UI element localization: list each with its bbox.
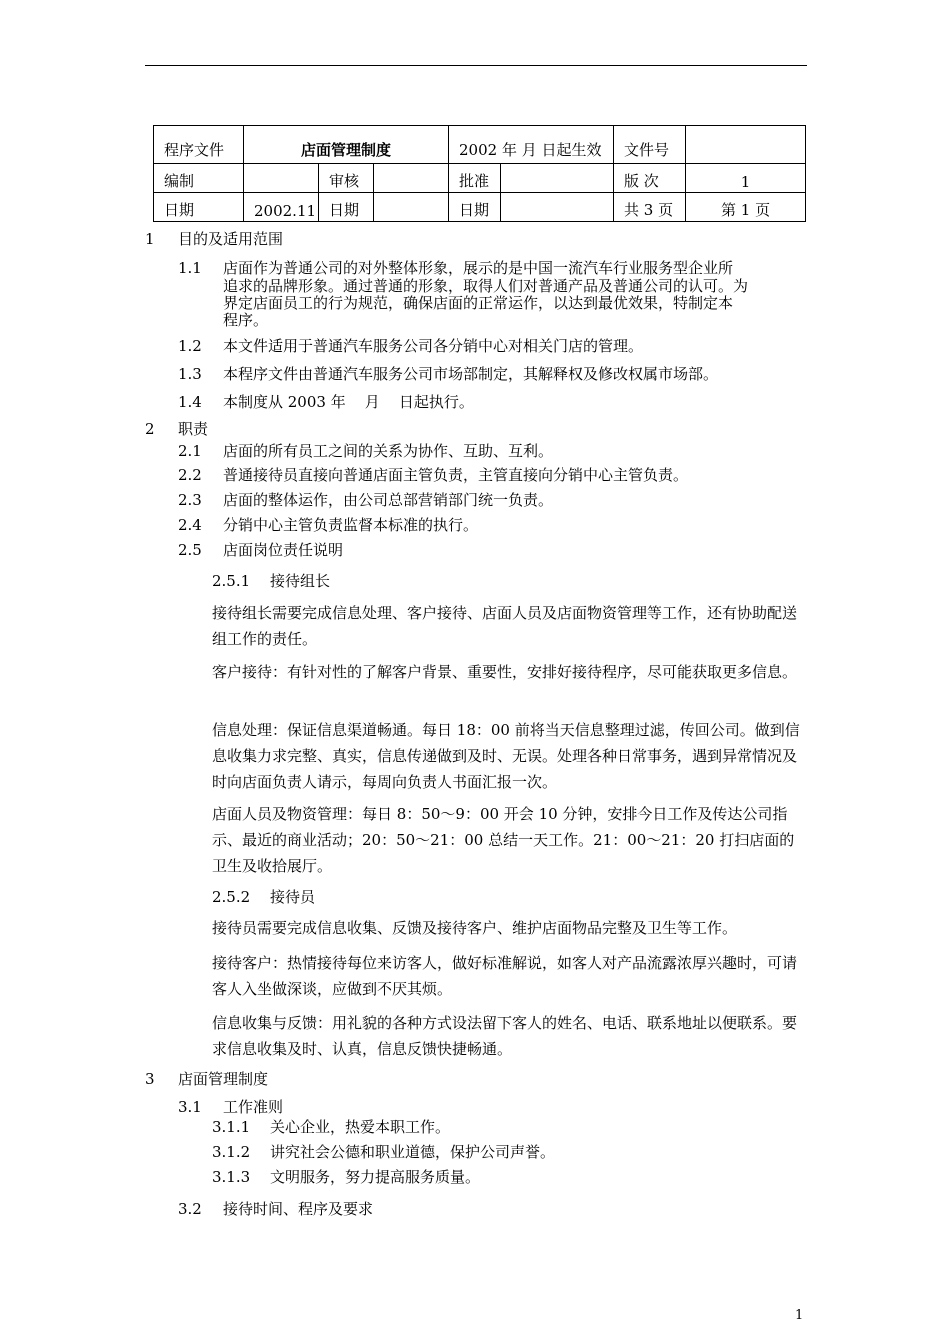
- approve-label-cell: 批准: [449, 164, 501, 193]
- item-text: 本文件适用于普通汽车服务公司各分销中心对相关门店的管理。: [223, 337, 644, 355]
- total-pages-cell: 共 3 页: [614, 193, 686, 222]
- date-label-cell-1: 日期: [154, 193, 244, 222]
- subitem-title: 接待组长: [270, 572, 331, 590]
- subitem-number: 3.1.2: [212, 1143, 251, 1161]
- date-cell-1: 2002.11: [244, 193, 319, 222]
- item-text: 分销中心主管负责监督本标准的执行。: [223, 516, 479, 534]
- item-text: 接待时间、程序及要求: [223, 1200, 374, 1218]
- subitem-text: 讲究社会公德和职业道德，保护公司声誉。: [270, 1143, 556, 1161]
- body-paragraph: 客户接待：有针对性的了解客户背景、重要性，安排好接待程序，尽可能获取更多信息。: [212, 663, 798, 681]
- subitem-text: 关心企业，热爱本职工作。: [270, 1118, 451, 1136]
- page-number: 1: [795, 1308, 804, 1323]
- item-number: 2.5: [178, 541, 202, 559]
- subitem-number: 3.1.3: [212, 1168, 251, 1186]
- section-title: 职责: [178, 420, 209, 438]
- review-cell: [374, 164, 449, 193]
- author-label-cell: 编制: [154, 164, 244, 193]
- version-label-cell: 版 次: [614, 164, 686, 193]
- version-cell: 1: [686, 164, 806, 193]
- item-number: 1.1: [178, 259, 202, 277]
- item-number: 2.1: [178, 442, 202, 460]
- body-paragraph: 接待客户：热情接待每位来访客人，做好标准解说，如客人对产品流露浓厚兴趣时，可请客人入坐做深谈，应做到不厌其烦。: [212, 954, 798, 998]
- item-number: 1.3: [178, 365, 202, 383]
- body-paragraph: 信息收集与反馈：用礼貌的各种方式设法留下客人的姓名、电话、联系地址以便联系。要求信息收集及时、认真，信息反馈快捷畅通。: [212, 1014, 798, 1058]
- paragraph-line: 追求的品牌形象。通过普通的形象，取得人们对普通产品及普通公司的认可。为: [223, 277, 749, 295]
- section-number: 1: [145, 230, 155, 248]
- date-label-cell-2: 日期: [319, 193, 374, 222]
- item-number: 2.3: [178, 491, 202, 509]
- section-number: 2: [145, 420, 155, 438]
- header-row-1: [154, 126, 806, 164]
- date-label-cell-3: 日期: [449, 193, 501, 222]
- subitem-number: 2.5.2: [212, 888, 251, 906]
- item-number: 1.2: [178, 337, 202, 355]
- paragraph-line: 界定店面员工的行为规范，确保店面的正常运作，以达到最优效果，特制定本: [223, 294, 734, 312]
- section-number: 3: [145, 1070, 155, 1088]
- author-cell: [244, 164, 319, 193]
- item-text: 店面的所有员工之间的关系为协作、互助、互利。: [223, 442, 554, 460]
- section-title: 店面管理制度: [178, 1070, 269, 1088]
- review-label-cell: 审核: [319, 164, 374, 193]
- header-row-3: [154, 193, 806, 222]
- date-cell-2: [374, 193, 449, 222]
- item-number: 3.2: [178, 1200, 202, 1218]
- doc-no-cell: [686, 126, 806, 164]
- section-title: 目的及适用范围: [178, 230, 284, 248]
- paragraph-line: 店面作为普通公司的对外整体形象，展示的是中国一流汽车行业服务型企业所: [223, 259, 734, 277]
- date-cell-3: [501, 193, 614, 222]
- page-no-cell: 第 1 页: [686, 193, 806, 222]
- effective-date-cell: 2002 年 月 日起生效: [449, 126, 614, 164]
- item-number: 1.4: [178, 393, 202, 411]
- item-number: 2.4: [178, 516, 202, 534]
- body-paragraph: 店面人员及物资管理：每日 8：50～9：00 开会 10 分钟，安排今日工作及传达公司指示、最近的商业活动；20：50～21：00 总结一天工作。21：00～21：20 打扫店面的卫生及收拾展厅。: [212, 805, 795, 875]
- item-text: 本制度从 2003 年 月 日起执行。: [223, 393, 474, 411]
- item-text: 普通接待员直接向普通店面主管负责，主管直接向分销中心主管负责。: [223, 466, 689, 484]
- header-rule: [145, 65, 807, 66]
- body-paragraph: 信息处理：保证信息渠道畅通。每日 18：00 前将当天信息整理过滤，传回公司。做到信息收集力求完整、真实，信息传递做到及时、无误。处理各种日常事务，遇到异常情况及时向店面负责人请示，每周向负责人书面汇报一次。: [212, 721, 800, 791]
- doc-title-cell: 店面管理制度: [244, 126, 449, 164]
- subitem-title: 接待员: [270, 888, 316, 906]
- header-row-2: [154, 164, 806, 193]
- body-paragraph: 接待组长需要完成信息处理、客户接待、店面人员及店面物资管理等工作，还有协助配送组工作的责任。: [212, 604, 798, 648]
- body-paragraph: 接待员需要完成信息收集、反馈及接待客户、维护店面物品完整及卫生等工作。: [212, 919, 738, 937]
- subitem-text: 文明服务，努力提高服务质量。: [270, 1168, 481, 1186]
- document-header-table: [153, 125, 806, 222]
- item-text: 工作准则: [223, 1098, 284, 1116]
- doc-type-cell: 程序文件: [154, 126, 244, 164]
- item-number: 3.1: [178, 1098, 202, 1116]
- approve-cell: [501, 164, 614, 193]
- subitem-number: 2.5.1: [212, 572, 251, 590]
- subitem-number: 3.1.1: [212, 1118, 251, 1136]
- item-text: 店面岗位责任说明: [223, 541, 344, 559]
- item-text: 本程序文件由普通汽车服务公司市场部制定，其解释权及修改权属市场部。: [223, 365, 719, 383]
- item-number: 2.2: [178, 466, 202, 484]
- paragraph-line: 程序。: [223, 311, 269, 329]
- doc-no-label-cell: 文件号: [614, 126, 686, 164]
- item-text: 店面的整体运作，由公司总部营销部门统一负责。: [223, 491, 554, 509]
